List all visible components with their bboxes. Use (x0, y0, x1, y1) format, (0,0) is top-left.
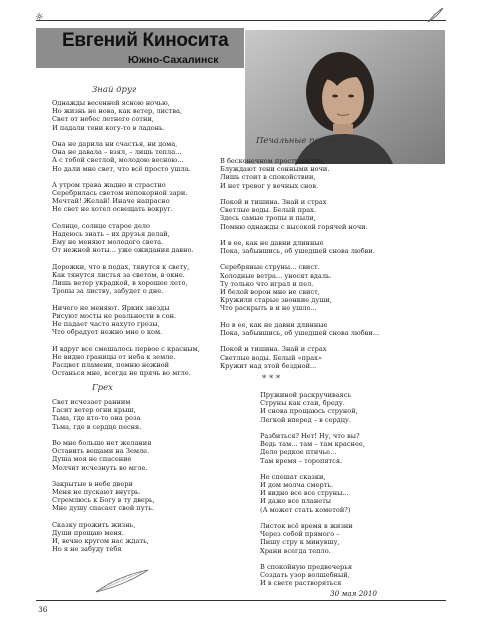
poem-line: Что раскрыть в и не ушло... (220, 304, 317, 313)
poem-line: Молчит исчезнуть во мгле. (52, 463, 148, 472)
poem-line: Кружили старые звонкие души, (220, 296, 332, 305)
poem-line: Что обрадует нежно мне о ком. (52, 328, 163, 337)
poem-line: Создать узор волшебный, (260, 571, 350, 580)
poem-line: И нет тревог у вечных снов. (220, 181, 319, 190)
author-name: Евгений Киносита (62, 30, 229, 51)
poem-line: Там время – торопятся. (260, 456, 343, 465)
poem-line: А утром трава жадно и страстно (52, 180, 166, 189)
poem-line: Душа моя не спасение (52, 455, 132, 464)
poem-line (220, 231, 379, 239)
top-rule (36, 20, 446, 21)
poem-line: От нежной ноты... уже ожидания давно. (52, 246, 194, 255)
poem-line: Свет исчезает ранним (52, 398, 131, 406)
poem-line: Мечтай! Желай! Иначе напрасно (52, 197, 170, 206)
poem-line (260, 424, 365, 432)
poem-line: Она не давала – взял, – лишь тепла... (52, 148, 182, 157)
poem-line: Серебрилась светом непокорной зари. (52, 189, 188, 198)
poem-line (220, 255, 379, 263)
poem-line: Струны как стаи, бреду. (260, 399, 345, 408)
poem-line: Как тянутся листья за светом, в окне. (52, 270, 185, 279)
poem-line: Лишь стоит в спокойствии, (220, 173, 316, 182)
poem-line (220, 337, 379, 345)
poem-line: Мне душу спасает свой путь. (52, 504, 154, 513)
poem-text (220, 157, 379, 370)
poem-line: Но в ее, как не давни длинные (220, 320, 328, 329)
poem-line: Пока, забывшись, об ушедшей снова любви. (220, 247, 375, 256)
poem-line (260, 465, 365, 473)
poem-line: Кружит над этой бездной... (220, 361, 317, 370)
poem-line (52, 431, 155, 439)
poem-line (52, 296, 200, 304)
poem-line (220, 190, 379, 198)
poem-line: Дело редкое птичье... (260, 448, 337, 457)
poem-line: Ничего не меняют. Ярких звезды (52, 303, 170, 312)
poem-line: Оставить вещами на Земле. (52, 447, 150, 456)
poem-line: А с тобой светлой, молодою весною... (52, 156, 184, 165)
sun-ornament-icon: ☼ (35, 12, 44, 23)
poem-line: Пружиной раскручиваясь (260, 391, 352, 399)
poem-line: Но я не забуду тебя (52, 545, 122, 554)
poem-line: Помню однажды с высокой горячей ночи. (220, 222, 368, 231)
poem-line: И даже все планеты (260, 497, 332, 506)
poem-line: И в ее, как не давни длинные (220, 238, 324, 247)
poem-line: Покой и тишина. Знай и страх (220, 345, 327, 354)
poem-title: Печальные песни (256, 136, 336, 146)
poem-line (52, 255, 200, 263)
poem-line: Гасит ветер огни крыш, (52, 406, 136, 415)
poem-line: Меня не пускают внутрь. (52, 488, 141, 497)
poem-line (52, 214, 200, 222)
poem-text (52, 398, 155, 554)
poem-line: (А может стать кометой?) (260, 505, 351, 514)
poem-line: Дорожки, что в подах, тянутся к свету, (52, 262, 190, 271)
quill-ornament-icon (92, 568, 152, 596)
poem-line (52, 336, 200, 344)
poem-line (52, 472, 155, 480)
poem-line: Ту только что играл и пел. (220, 279, 314, 288)
poem-line: Храни всегда тепло. (260, 546, 331, 555)
poem-title: * * * (262, 374, 281, 384)
poem-line: Серебряные струны... свист. (220, 263, 320, 272)
poem-line: Светлые воды. Белый «прах» (220, 353, 322, 362)
poem-date: 30 мая 2010 (330, 589, 378, 598)
bottom-rule (36, 600, 446, 601)
poem-text (52, 99, 200, 377)
poem-line: Не падает часто нахуто грозы, (52, 320, 160, 329)
poem-line (260, 514, 365, 522)
feather-ornament-icon (425, 6, 445, 24)
poem-line: Рисуют мосты не реальности в сон. (52, 311, 177, 320)
poem-line (52, 173, 200, 181)
poem-line: Души прощаю меня. (52, 529, 125, 537)
poem-line: В спокойную предвечерья (260, 562, 353, 571)
poem-line: Но жизнь не нова, как ветер, листва, (52, 107, 183, 116)
poem-line: Покой и тишина. Знай и страх (220, 197, 327, 206)
poem-line: Не спешат сказки, (260, 472, 326, 481)
poem-line: Тьма, где кто-то она роза (52, 414, 141, 423)
poem-text (260, 391, 365, 588)
poem-line: Тьма, где в сердце песня. (52, 422, 142, 431)
poem-line: Разбиться? Нет! Ну, что вы? (260, 431, 360, 440)
poem-line: Но дали мне свет, что всё просто ушла. (52, 164, 191, 173)
poem-line: Ведь там... там – там краснее, (260, 440, 365, 449)
poem-line: Через собой прямого – (260, 530, 340, 539)
poem-line: Останься мне, всегда не прячь во мгле. (52, 369, 191, 378)
poem-line: Ему не меняют молодого света. (52, 238, 164, 247)
poem-line: Не свет не хотел освещать вокруг. (52, 205, 173, 214)
poem-line: Во мне больше нет желания (52, 438, 152, 447)
poem-line: Сказку прожить жизнь, (52, 520, 136, 529)
poem-title: Знай друг (92, 85, 137, 95)
poem-line: Солнце, солнце старое дело (52, 221, 150, 230)
poem-line: В бесконечном пространстве, (220, 157, 325, 165)
poem-title: Грех (92, 383, 113, 393)
poem-line: Пока, забывшись, об ушедшей снова любви... (220, 328, 380, 337)
poem-line: Листок всё время в жизни (260, 522, 353, 530)
page-number: 36 (38, 605, 48, 614)
poem-line: Свет от небес летнего сотни, (52, 115, 154, 124)
poem-line: Она не дарила ни счастья, ни дома, (52, 139, 178, 148)
poem-line (260, 555, 365, 563)
poem-line: И видно все все струны... (260, 489, 349, 498)
poem-line: И падали тени когу-то в ладонь. (52, 123, 165, 132)
poem-line: Легкой вперед – в сердцу. (260, 415, 352, 424)
poem-line (52, 132, 200, 140)
poem-line: И дом молча смерть. (260, 481, 334, 490)
poem-line: Не видно границы от неба к земле. (52, 352, 176, 361)
poem-line: И в свете растворяться (260, 579, 342, 588)
poem-line: И, вечно кругом нас ждать, (52, 537, 149, 546)
poem-line: Надеюсь знать – их друзья делай, (52, 230, 170, 238)
poem-line: И вдруг все смешалось первое с красным, (52, 344, 200, 353)
poem-line: Однажды весенней ясною ночью, (52, 99, 170, 107)
poem-line: Расцвет пламени, помню нежной (52, 361, 170, 369)
poem-line: Лишь ветер украдкой, в хорошее лето, (52, 279, 188, 288)
poem-line (220, 313, 379, 321)
poem-line: Блуждают тени сонными ночи. (220, 165, 330, 174)
author-city: Южно-Сахалинск (128, 54, 219, 66)
poem-line: Здесь самые тропы и пыли, (220, 214, 316, 223)
poem-line (52, 513, 155, 521)
poem-line: Холодные ветра... уносят вдаль. (220, 271, 332, 280)
poem-line: И снова прощаюсь струной, (260, 407, 358, 416)
poem-line: Тропы за листву, забудет о дне. (52, 287, 164, 296)
poem-line: Светлые воды. Белый прах. (220, 206, 316, 215)
poem-line: И белой ворон мне не свист, (220, 288, 320, 296)
poem-line: Закрытые в небе двери (52, 479, 133, 488)
poem-line: Пишу стру к минувшу, (260, 538, 340, 547)
poem-line: Стремлюсь к Богу в ту дверь, (52, 496, 155, 505)
